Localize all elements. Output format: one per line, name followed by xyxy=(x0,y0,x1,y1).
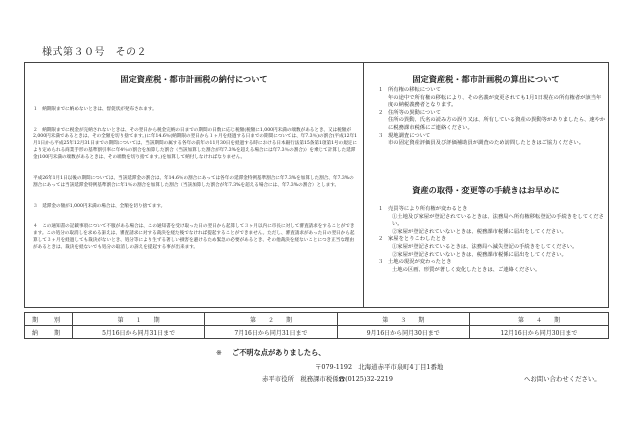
paragraph: ２ 納期限までに税金が完納されないときは、その翌日から税金完納の日までの期間の日数に応じ税額(税額に1,000円未満の端数があるとき、又は税額が2,000円未満であるときは、その全額を切り捨てます。)に年14.6％(納期限の翌日から１ヶ月を経過する日までの期間については、年7.3％)の割合(平成12年1月1日から平成25年12月31日までの期間については、当該期間の属する各年の前年の11月30日を経過する時における日本銀行法第15条第1項第1号の規定により定められる商業手形の基準割引率に年4％の割合を加算した割合（当該加算した割合が年7.3%を超える場合には年7.3％の割合)）を乗じて計算した延滞金(100円未満の端数があるときは、その端数を切り捨てます。)を加算して納付しなければなりません。 xyxy=(33,127,358,161)
paragraph: ４ この通知書の記載事項について不服がある場合は、この通知書を受け取った日の翌日から起算して３ヶ月以内に市長に対して審査請求をすることができます。この処分の取消しを求める訴えは、審査請求に対する裁決を経た後でなければ提起することができません。ただし、審査請求があった日の翌日から起算して３ヶ月を経過しても裁決がないとき、処分等により生ずる著しい損害を避けるため緊急の必要があるとき、その他裁決を経ないことにつき正当な理由があるときは、裁決を経ないでも処分の取消しの訴えを提起する事が出来ます。 xyxy=(33,224,355,250)
list-item: ２ 住所等の異動について xyxy=(378,109,441,116)
form-number: 様式第３０号 その２ xyxy=(42,47,147,58)
list-item-text: ①家屋が登記されているときは、法務局へ滅失登記の手続きをしてください。 xyxy=(392,243,578,250)
payment-info-section xyxy=(24,62,364,308)
period-label: 期 別 xyxy=(25,313,73,326)
list-item: １ 所有権の移転について xyxy=(378,87,441,93)
paragraph: ３ 延滞金の額が1,000円未満の場合は、全額を切り捨てます。 xyxy=(33,203,166,209)
period-cell: 第 ３ 期 xyxy=(337,313,469,326)
payment-info-title: 固定資産税・都市計画税の納付について xyxy=(120,74,268,84)
table-row xyxy=(25,313,609,326)
office-phone: 赤平市役所 税務課市税係☎(0125)32-2219 xyxy=(262,375,393,383)
calculation-info-section xyxy=(363,62,609,308)
calculation-info-title: 固定資産税・都市計画税の算出について xyxy=(412,74,560,84)
list-item-text: ②家屋が登記されていないときは、税務課市税係に届出をしてください。 xyxy=(392,251,567,258)
list-item-text: 市の固定資産評価員及び評価補助員が調査のため訪問したときはご協力ください。 xyxy=(388,140,584,147)
list-item-text: ①土地及び家屋が登記されているときは、法務局へ所有権移転登記の手続きをしてください。 xyxy=(392,213,604,228)
list-item-text: 住所の異動、氏名の読み方の誤り又は、所有している資産の異動等がありましたら、速やかに税務課市税係にご連絡ください。 xyxy=(388,117,606,131)
table-row xyxy=(25,326,609,339)
period-cell: 第 ２ 期 xyxy=(205,313,337,326)
period-cell: 第 １ 期 xyxy=(73,313,205,326)
office-address: 〒079-1192 北海道赤平市泉町4丁目1番地 xyxy=(315,363,444,371)
list-item: １ 売買等により所有権が変わるとき xyxy=(378,206,468,212)
paragraph: １ 納期限までに納めないときは、督促状が発布されます。 xyxy=(33,106,157,112)
due-cell: 5月16日から同月31日まで xyxy=(73,326,205,339)
note-mark: ※ xyxy=(216,348,223,357)
due-label: 納 期 xyxy=(25,326,73,339)
list-item-text: 年の途中で所有権の移転により、その名義が変更されても1月1日現在の所有権者が該当年度の納税義務者となります。 xyxy=(388,94,602,109)
inquiry-note: ご不明な点がありましたら、 xyxy=(232,348,326,357)
procedure-title: 資産の取得・変更等の手続きはお早めに xyxy=(412,185,560,195)
paragraph: 平成26年1月1日以後の期間については、当該延滞金の割合は、年14.6％の割合にあっては各年の延滞金特例基準割合に年7.3%を加算した割合、年7.3%の割合にあっては当該延滞金特例基準割合に年1％の割合を加算した割合（当該加算した割合が年7.3%を超える場合には、年7.3%の割合）とします。 xyxy=(33,175,354,188)
due-cell: 12月16日から同月30日まで xyxy=(469,326,608,339)
payment-schedule-table xyxy=(24,312,609,339)
calculation-list xyxy=(378,87,606,148)
list-item: ３ 土地の現況が変わったとき xyxy=(378,259,452,266)
due-cell: 7月16日から同月31日まで xyxy=(205,326,337,339)
procedure-list xyxy=(378,206,606,274)
payment-info-body xyxy=(33,93,358,266)
period-cell: 第 ４ 期 xyxy=(469,313,608,326)
list-item-text: 土地の区画、形質が著しく変化したときは、ご連絡ください。 xyxy=(392,266,541,273)
due-cell: 9月16日から同月30日まで xyxy=(337,326,469,339)
list-item: ３ 現地調査について xyxy=(378,132,431,139)
list-item: ２ 家屋をとりこわしたとき xyxy=(378,236,447,243)
list-item-text: ②家屋が登記されていないときは、税務課市税係に届出をしてください。 xyxy=(392,228,567,235)
contact-text: へお問い合わせください。 xyxy=(524,375,601,383)
